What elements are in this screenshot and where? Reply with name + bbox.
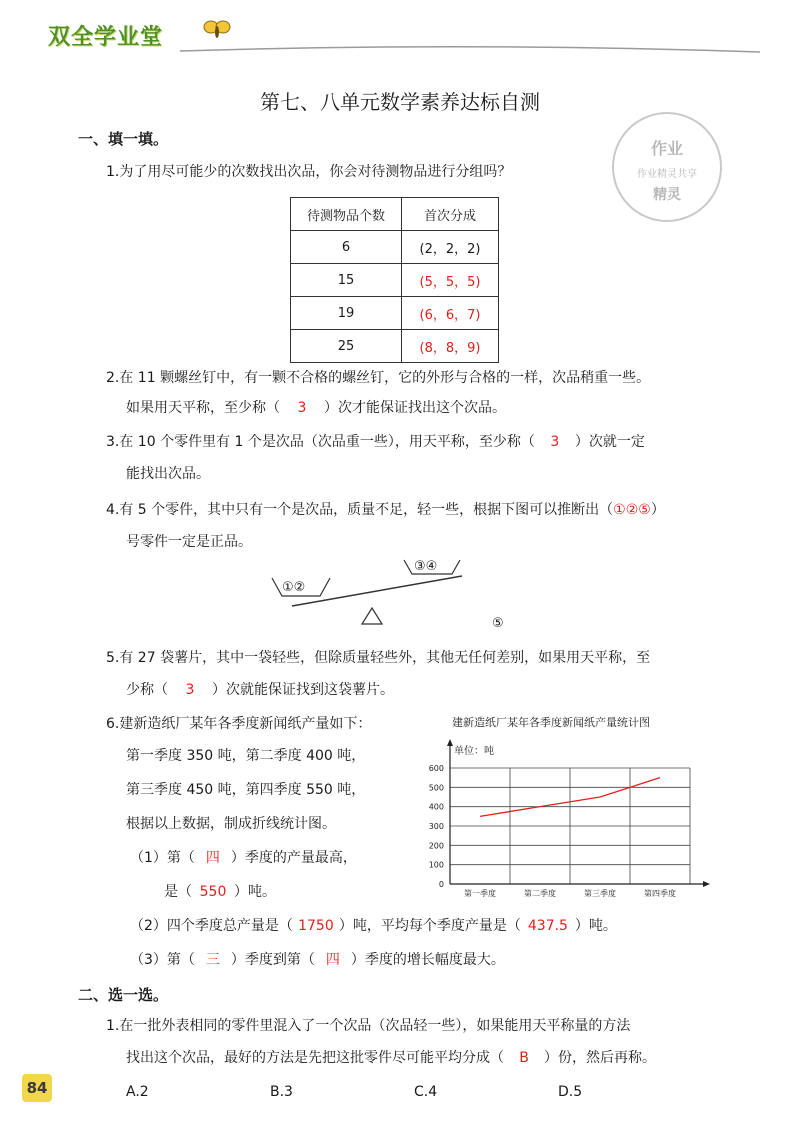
q4-line-2: 号零件一定是正品。 xyxy=(126,534,252,550)
aside-part: ⑤ xyxy=(492,616,504,631)
y-tick-label: 0 xyxy=(438,880,444,889)
page-number: 84 xyxy=(22,1074,52,1102)
stamp-line-2: 作业精灵共享 xyxy=(637,169,697,180)
q6-sub-1-line-2 xyxy=(164,882,276,902)
table-row xyxy=(291,231,499,264)
q3-text-a: 在 10 个零件里有 1 个是次品（次品重一些），用天平称，至少称（ xyxy=(119,434,535,450)
q6-sub2-answer-2: 437.5 xyxy=(527,918,568,934)
q6-sub-1-line-1 xyxy=(130,848,357,868)
s2-q1-answer: B xyxy=(519,1050,529,1066)
q6-intro xyxy=(106,714,371,734)
s2-q1-line-2 xyxy=(126,1048,656,1068)
q1-question: 为了用尽可能少的次数找出次品，你会对待测物品进行分组吗？ xyxy=(119,164,512,180)
q4-answer: ①②⑤ xyxy=(613,502,651,518)
q3-line-2: 能找出次品。 xyxy=(126,466,210,482)
q5-number: 5. xyxy=(106,650,120,666)
q6-sub-2 xyxy=(130,916,617,936)
q6-sub1-text-c: 是（ xyxy=(164,884,192,900)
q6-sub2-text-b: ）吨，平均每个季度产量是（ xyxy=(338,918,521,934)
q1-number: 1. xyxy=(106,164,120,180)
q3-answer: 3 xyxy=(550,434,560,450)
q6-number: 6. xyxy=(106,716,120,732)
table-cell-split-answer: (8，8，9) xyxy=(402,330,499,363)
s2-q1-text-a: 找出这个次品，最好的方法是先把这批零件尽可能平均分成（ xyxy=(126,1050,504,1066)
q6-sub2-text-c: ）吨。 xyxy=(574,918,617,934)
q4-line-1 xyxy=(106,500,665,520)
q2-answer: 3 xyxy=(297,400,307,416)
q3-text-b: ）次就一定 xyxy=(574,434,645,450)
q2-text-a: 如果用天平称，至少称（ xyxy=(126,400,280,416)
q6-sub2-answer: 1750 xyxy=(298,918,334,934)
chart-title: 建新造纸厂某年各季度新闻纸产量统计图 xyxy=(452,716,650,729)
y-tick-label: 500 xyxy=(428,783,444,793)
q6-sub-3 xyxy=(130,950,505,970)
table-cell-split-answer: (5，5，5) xyxy=(402,264,499,297)
q2-line-2 xyxy=(126,398,506,418)
q6-sub1-text-b: ）季度的产量最高， xyxy=(230,850,357,866)
y-tick-label: 200 xyxy=(428,841,444,851)
table-header-count: 待测物品个数 xyxy=(291,198,402,231)
q2-number: 2. xyxy=(106,370,120,386)
table-cell-count: 6 xyxy=(291,231,402,264)
q6-sub3-text-b: ）季度到第（ xyxy=(230,952,315,968)
q6-sub1-text-d: ）吨。 xyxy=(234,884,276,900)
q6-sub1-answer-2: 550 xyxy=(199,884,227,900)
y-axis-arrow xyxy=(447,739,453,746)
table-row xyxy=(291,297,499,330)
section-1-heading: 一、填一填。 xyxy=(78,130,169,148)
s2-q1-line-1 xyxy=(106,1016,630,1036)
q6-data-line-2: 第三季度 450 吨，第四季度 550 吨， xyxy=(126,782,366,798)
page-title: 第七、八单元数学素养达标自测 xyxy=(260,90,540,114)
table-cell-count: 25 xyxy=(291,330,402,363)
q2-text-b: ）次才能保证找出这个次品。 xyxy=(324,400,506,416)
q2-line-1 xyxy=(106,368,650,388)
q5-text: 有 27 袋薯片，其中一袋轻些，但除质量轻些外，其他无任何差别，如果用天平称，至 xyxy=(119,650,651,666)
s2-q1-option-c: C.4 xyxy=(414,1084,438,1100)
q6-sub3-answer-2: 四 xyxy=(325,952,340,968)
grouping-table xyxy=(290,197,499,363)
q3-number: 3. xyxy=(106,434,120,450)
q3-line-1 xyxy=(106,432,645,452)
q4-text-a: 有 5 个零件，其中只有一个是次品，质量不足，轻一些，根据下图可以推断出（ xyxy=(119,502,614,518)
s2-q1-number: 1. xyxy=(106,1018,120,1034)
y-tick-label: 100 xyxy=(428,860,444,870)
q5-line-1 xyxy=(106,648,650,668)
table-header-split: 首次分成 xyxy=(402,198,499,231)
right-pan-parts: ③④ xyxy=(414,559,438,574)
butterfly-icon xyxy=(202,18,232,42)
x-tick-label: 第四季度 xyxy=(644,889,676,898)
q5-line-2 xyxy=(126,680,394,700)
header-rule xyxy=(0,44,780,58)
stamp-line-1: 作业 xyxy=(650,139,683,158)
production-line-chart xyxy=(410,738,716,904)
x-tick-label: 第一季度 xyxy=(464,889,496,898)
s2-q1-option-d: D.5 xyxy=(558,1084,583,1100)
table-cell-count: 15 xyxy=(291,264,402,297)
q6-sub3-text-a: （3）第（ xyxy=(130,952,195,968)
q6-sub3-text-c: ）季度的增长幅度最大。 xyxy=(350,952,505,968)
q6-sub2-text-a: （2）四个季度总产量是（ xyxy=(130,918,293,934)
q5-text-a: 少称（ xyxy=(126,682,168,698)
y-tick-label: 400 xyxy=(428,802,444,812)
s2-q1-text-b: ）份，然后再称。 xyxy=(544,1050,656,1066)
q4-number: 4. xyxy=(106,502,120,518)
q6-intro-text: 建新造纸厂某年各季度新闻纸产量如下： xyxy=(119,716,372,732)
q6-instruction: 根据以上数据，制成折线统计图。 xyxy=(126,816,336,832)
x-tick-label: 第三季度 xyxy=(584,889,616,898)
table-header-row xyxy=(291,198,499,231)
y-tick-label: 300 xyxy=(428,822,444,831)
x-tick-label: 第二季度 xyxy=(524,889,556,898)
left-pan-parts: ①② xyxy=(282,580,306,595)
stamp-line-3: 精灵 xyxy=(653,187,681,203)
q6-sub1-answer: 四 xyxy=(205,850,220,866)
section-2-heading: 二、选一选。 xyxy=(78,986,169,1004)
s2-q1-option-a: A.2 xyxy=(126,1084,149,1100)
q4-text-b: ） xyxy=(650,502,665,518)
q2-text: 在 11 颗螺丝钉中，有一颗不合格的螺丝钉，它的外形与合格的一样，次品稍重一些。 xyxy=(119,370,651,386)
q6-sub3-answer: 三 xyxy=(205,952,220,968)
table-cell-count: 19 xyxy=(291,297,402,330)
q1-text xyxy=(106,162,511,182)
brand-logo: 双全学业堂 xyxy=(48,25,164,50)
s2-q1-text: 在一批外表相同的零件里混入了一个次品（次品轻一些），如果能用天平称量的方法 xyxy=(119,1018,631,1034)
q5-answer: 3 xyxy=(185,682,195,698)
table-cell-split: (2，2，2) xyxy=(402,231,499,264)
y-tick-label: 600 xyxy=(428,764,444,773)
q6-sub1-text-a: （1）第（ xyxy=(130,850,195,866)
s2-q1-option-b: B.3 xyxy=(270,1084,293,1100)
watermark-stamp xyxy=(612,112,722,222)
chart-unit-label: 单位：吨 xyxy=(454,746,494,757)
table-cell-split-answer: (6，6，7) xyxy=(402,297,499,330)
table-row xyxy=(291,264,499,297)
q6-data-line-1: 第一季度 350 吨，第二季度 400 吨， xyxy=(126,748,366,764)
x-axis-arrow xyxy=(703,881,710,887)
q5-text-b: ）次就能保证找到这袋薯片。 xyxy=(212,682,394,698)
table-row xyxy=(291,330,499,363)
